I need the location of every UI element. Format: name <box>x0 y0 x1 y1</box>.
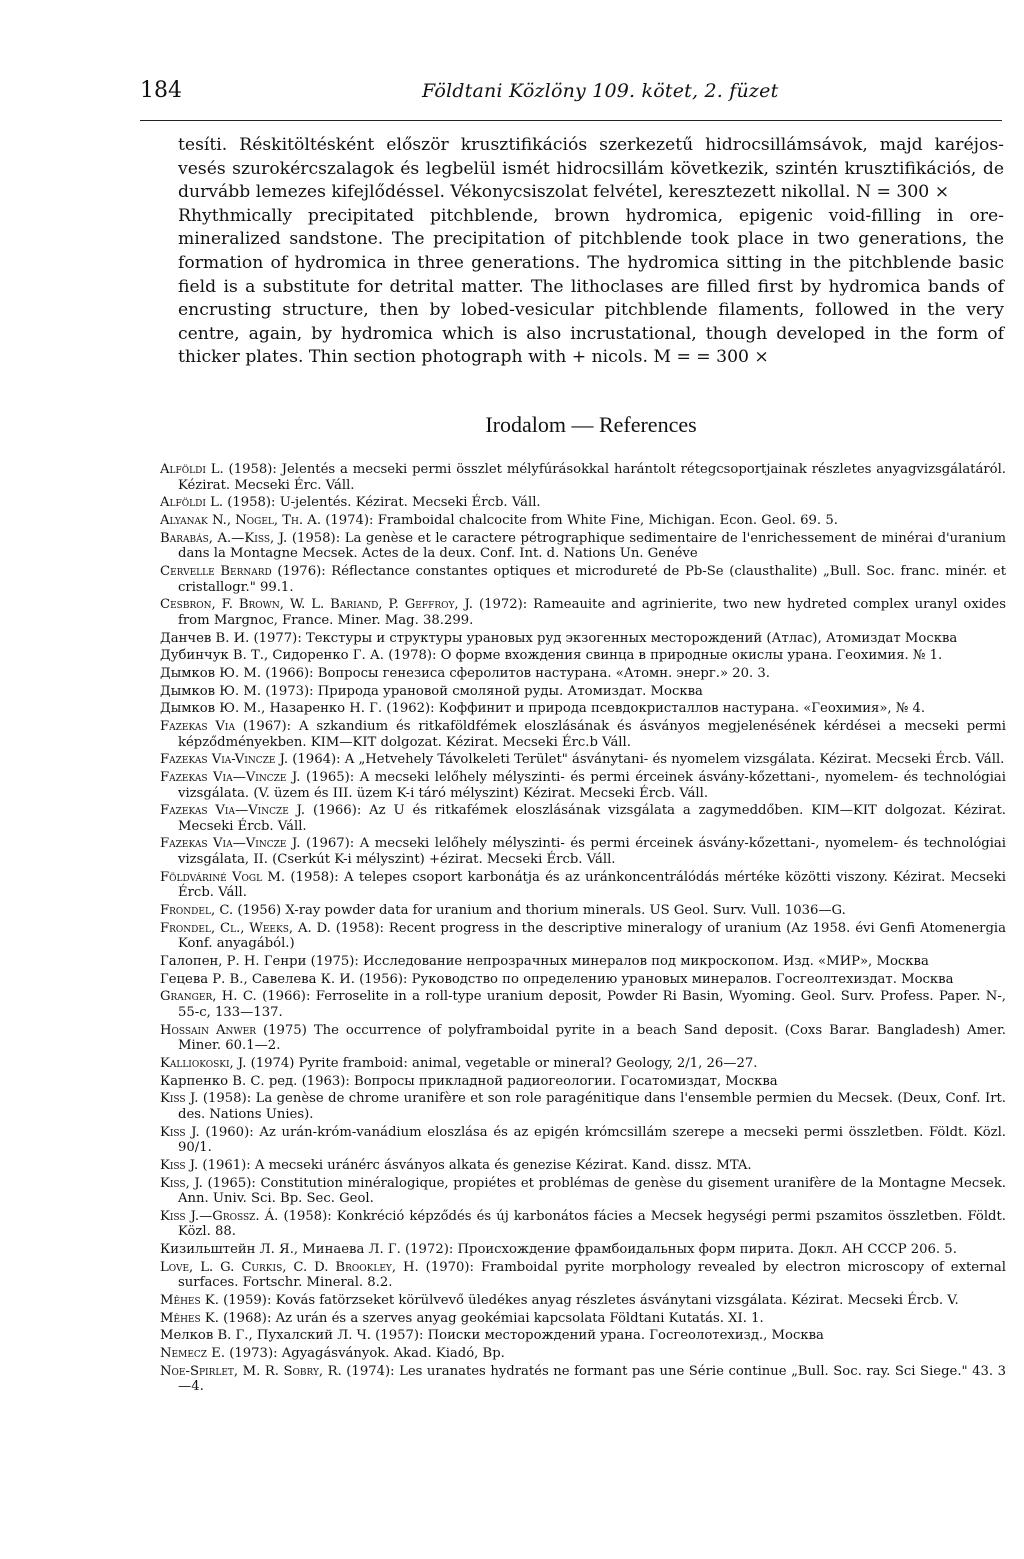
reference-item <box>160 1328 1006 1344</box>
reference-text: (1972): Rameauite and agrinierite, two new hydreted complex uranyl oxides from Margnoc, France. Miner. Mag. 38.299. <box>178 597 1006 628</box>
reference-text: (1958): La genèse de chrome uranifère et son role paragénitique dans l'ensemble permien du Mecsek. (Deux, Conf. Irt. des. Nations Unies). <box>178 1091 1006 1122</box>
reference-author: Granger, H. C. <box>160 989 257 1005</box>
reference-item <box>160 870 1006 901</box>
reference-item <box>160 719 1006 750</box>
reference-author: Cesbron, F. Brown, W. L. Bariand, P. Geffroy, J. <box>160 597 474 613</box>
reference-item <box>160 836 1006 867</box>
reference-item <box>160 752 1006 768</box>
reference-list <box>160 462 1006 1397</box>
reference-text: (1965): Constitution minéralogique, propiétes et problémas de genèse du gisement uranifère de la Montagne Mecsek. Ann. Univ. Sci. Bp. Sec. Geol. <box>178 1175 1006 1207</box>
reference-author: Kiss J. <box>160 1091 199 1107</box>
reference-text: Дубинчук В. Т., Сидоренко Г. А. (1978): О форме вхождения свинца в природные окислы урана. Геохимия. № 1. <box>160 648 943 664</box>
reference-item <box>160 1091 1006 1122</box>
reference-author: Fazekas Via-Vincze J. <box>160 752 289 768</box>
reference-text: Данчев В. И. (1977): Текстуры и структуры урановых руд экзогенных месторождений (Атлас), Атомиздат Москва <box>160 630 958 646</box>
reference-text: (1966): Az U és ritkafémek eloszlásának vizsgálata a zagymeddőben. KIM—KIT dolgozat. Kézirat. Mecseki Ércb. Váll. <box>178 803 1006 834</box>
reference-author: Barabás, A.—Kiss, J. <box>160 530 288 546</box>
reference-author: Cervelle Bernard <box>160 563 272 579</box>
reference-item <box>160 684 1006 700</box>
reference-author: Mêhes K. <box>160 1310 219 1326</box>
reference-text: (1973): Agyagásványok. Akad. Kiadó, Bp. <box>225 1346 505 1362</box>
header-rule <box>140 120 1002 121</box>
reference-author: Noe-Spirlet, M. R. Sobry, R. <box>160 1363 342 1379</box>
reference-text: (1970): Framboidal pyrite morphology revealed by electron microscopy of external surfaces. Fortschr. Mineral. 8.2. <box>178 1259 1006 1291</box>
reference-text: (1958): U-jelentés. Kézirat. Mecseki Ércb. Váll. <box>223 495 541 511</box>
running-title: Földtani Közlöny 109. kötet, 2. füzet <box>422 80 779 102</box>
caption-english: Rhythmically precipitated pitchblende, brown hydromica, epigenic void-filling in ore-mineralized sandstone. The precipitation of pitchblende took place in two generations, the formation of hydromica in three generations. The hydromica sitting in the pitchblende basic field is a substitute for detrital matter. The lithoclases are filled first by hydromica bands of encrusting structure, then by lobed-vesicular pitchblende filaments, followed in the very centre, again, by hydromica which is also incrustational, though developed in the form of thicker plates. Thin section photograph with + nicols. M = = 300 × <box>178 205 1004 368</box>
reference-author: Frondel, Cl., Weeks, A. D. <box>160 920 331 936</box>
reference-item <box>160 954 1006 970</box>
page-number: 184 <box>140 78 182 103</box>
section-heading: Irodalom — References <box>485 412 697 437</box>
reference-item <box>160 701 1006 717</box>
reference-text: (1958): Jelentés a mecseki permi összlet mélyfúrásokkal harántolt rétegcsoportjainak részletes anyagvizsgálatáról. Kézirat. Mecseki Érc. Váll. <box>178 462 1007 493</box>
reference-item <box>160 564 1006 595</box>
reference-text: Гецева Р. В., Савелева К. И. (1956): Руководство по определению урановых минералов. Госгеолтехиздат. Москва <box>160 971 954 987</box>
reference-item <box>160 462 1006 493</box>
reference-author: Frondel, C. <box>160 903 234 919</box>
reference-author: Mêhes K. <box>160 1293 219 1309</box>
reference-item <box>160 648 1006 664</box>
reference-author: Alyanak N., Nogel, Th. A. <box>160 512 322 528</box>
reference-author: Hossain Anwer <box>160 1022 256 1038</box>
figure-caption <box>178 134 1004 370</box>
reference-author: Alföldi L. <box>160 462 224 477</box>
reference-text: (1956) X-ray powder data for uranium and thorium minerals. US Geol. Surv. Vull. 1036—G. <box>233 903 846 919</box>
reference-author: Nemecz E. <box>160 1346 226 1362</box>
reference-text: (1959): Kovás fatörzseket körülvevő üledékes anyag részletes ásványtani vizsgálata. Kézirat. Mecseki Ércb. V. <box>218 1293 959 1309</box>
reference-item <box>160 1176 1006 1207</box>
reference-text: (1966): Ferroselite in a roll-type uranium deposit, Powder Ri Basin, Wyoming. Geol. Surv. Profess. Paper. N-, 55-c, 133—137. <box>178 989 1006 1020</box>
reference-item <box>160 1293 1006 1309</box>
reference-author: Fazekas Via <box>160 718 235 734</box>
reference-item <box>160 531 1006 562</box>
reference-item <box>160 1074 1006 1090</box>
reference-item <box>160 1242 1006 1258</box>
reference-author: Földváriné Vogl M. <box>160 869 286 885</box>
caption-hungarian: tesíti. Réskitöltésként először krusztifikációs szerkezetű hidrocsillámsávok, majd karéjos-vesés szurokércszalagok és legbelül ismét hidrocsillám következik, szintén krusztifikációs, de durvább lemezes kifejlődéssel. Vékonycsiszolat felvétel, keresztezett nikollal. N = 300 × <box>178 135 1004 203</box>
reference-item <box>160 666 1006 682</box>
reference-text: (1965): A mecseki lelőhely mélyszinti- és permi érceinek ásvány-kőzettani-, nyomelem- és technológiai vizsgálata. (V. üzem és III. üzem K-i táró mélyszint) Kézirat. Mecseki Ércb. Váll. <box>178 769 1007 801</box>
reference-text: (1974): Les uranates hydratés ne formant pas une Série continue „Bull. Soc. ray. Sci Siege." 43. 3—4. <box>178 1363 1006 1395</box>
reference-author: Fazekas Via—Vincze J. <box>160 803 306 819</box>
reference-item <box>160 1125 1006 1156</box>
reference-text: (1967): A szkandium és ritkaföldfémek eloszlásának és ásványos megjelenésének kérdései a mecseki permi képződményekben. KIM—KIT dolgozat. Kézirat. Mecseki Érc.b Váll. <box>178 718 1006 750</box>
reference-text: (1958): Konkréció képződés és új karbonátos fácies a Mecsek hegységi permi pszamitos összletben. Földt. Közl. 88. <box>178 1208 1006 1240</box>
reference-item <box>160 972 1006 988</box>
reference-author: Love, L. G. Curkis, C. D. Brookley, H. <box>160 1259 419 1275</box>
reference-item <box>160 631 1006 647</box>
reference-item <box>160 803 1006 834</box>
reference-item <box>160 1260 1006 1291</box>
reference-item <box>160 1364 1006 1395</box>
reference-text: (1958): A telepes csoport karbonátja és az uránkoncentrálódás mértéke közötti viszony. Kézirat. Mecseki Ércb. Váll. <box>178 869 1007 901</box>
reference-item <box>160 495 1006 511</box>
reference-item <box>160 1209 1006 1240</box>
reference-item <box>160 770 1006 801</box>
page-header <box>140 78 1002 118</box>
reference-item <box>160 513 1006 529</box>
reference-text: (1961): A mecseki uránérc ásványos alkata és genezise Kézirat. Kand. dissz. MTA. <box>198 1157 752 1173</box>
reference-author: Kiss J. <box>160 1157 199 1173</box>
reference-text: Дымков Ю. М. (1966): Вопросы генезиса сферолитов настурана. «Атомн. энерг.» 20. 3. <box>160 665 770 681</box>
reference-text: Карпенко В. С. ред. (1963): Вопросы прикладной радиогеологии. Госатомиздат, Москва <box>160 1073 778 1089</box>
reference-item <box>160 989 1006 1020</box>
reference-text: (1974) Pyrite framboid: animal, vegetable or mineral? Geology, 2/1, 26—27. <box>246 1055 758 1071</box>
reference-author: Alföldi L. <box>160 495 224 511</box>
reference-text: Мелков В. Г., Пухалский Л. Ч. (1957): Поиски месторождений урана. Госгеолотехизд., Москва <box>160 1328 824 1344</box>
reference-text: (1958): Recent progress in the descriptive mineralogy of uranium (Az 1958. évi Genfi Atomenergia Konf. anyagából.) <box>178 920 1006 952</box>
reference-text: (1964): A „Hetvehely Távolkeleti Terület" ásványtani- és nyomelem vizsgálata. Kézirat. Mecseki Ércb. Váll. <box>288 752 1005 768</box>
reference-item <box>160 597 1006 628</box>
reference-text: Галопен, Р. Н. Генри (1975): Исследование непрозрачных минералов под микроскопом. Изд. «МИР», Москва <box>160 954 929 969</box>
reference-item <box>160 1023 1006 1054</box>
reference-author: Kalliokoski, J. <box>160 1055 247 1071</box>
reference-text: (1974): Framboidal chalcocite from White Fine, Michigan. Econ. Geol. 69. 5. <box>321 512 838 528</box>
reference-text: (1968): Az urán és a szerves anyag geokémiai kapcsolata Földtani Kutatás. XI. 1. <box>218 1310 764 1326</box>
reference-item <box>160 921 1006 952</box>
reference-author: Kiss J. <box>160 1124 200 1140</box>
reference-text: (1958): La genèse et le caractere pétrographique sedimentaire de l'enrichessement de minérai d'uranium dans la Montagne Mecsek. Actes de la deux. Conf. Int. d. Nations Un. Genéve <box>178 530 1007 562</box>
reference-text: Дымков Ю. М. (1973): Природа урановой смоляной руды. Атомиздат. Москва <box>160 683 703 699</box>
reference-author: Fazekas Via—Vincze J. <box>160 836 301 852</box>
reference-text: Кизильштейн Л. Я., Минаева Л. Г. (1972): Происхождение фрамбоидальных форм пирита. Докл. АН СССР 206. 5. <box>160 1242 957 1258</box>
reference-text: (1975) The occurrence of polyframboidal pyrite in a beach Sand deposit. (Coxs Barar. Bangladesh) Amer. Miner. 60.1—2. <box>178 1022 1006 1054</box>
reference-item <box>160 1056 1006 1072</box>
reference-author: Kiss, J. <box>160 1175 203 1191</box>
reference-text: Дымков Ю. М., Назаренко Н. Г. (1962): Коффинит и природа псевдокристаллов настурана. «Геохимия», № 4. <box>160 701 926 717</box>
reference-item <box>160 903 1006 919</box>
reference-item <box>160 1158 1006 1174</box>
reference-text: (1976): Réflectance constantes optiques et microdureté de Pb-Se (clausthalite) „Bull. Soc. franc. minér. et cristallogr." 99.1. <box>178 563 1007 595</box>
reference-author: Fazekas Via—Vincze J. <box>160 769 301 785</box>
reference-author: Kiss J.—Grossz. Á. <box>160 1208 279 1224</box>
reference-text: (1967): A mecseki lelőhely mélyszinti- és permi érceinek ásvány-kőzettani-, nyomelem- és technológiai vizsgálata, II. (Cserkút K-i mélyszint) +ézirat. Mecseki Ércb. Váll. <box>178 836 1007 868</box>
reference-text: (1960): Az urán-króm-vanádium eloszlása és az epigén krómcsillám szerepe a mecseki permi összletben. Földt. Közl. 90/1. <box>178 1124 1006 1156</box>
reference-item <box>160 1346 1006 1362</box>
reference-item <box>160 1311 1006 1327</box>
